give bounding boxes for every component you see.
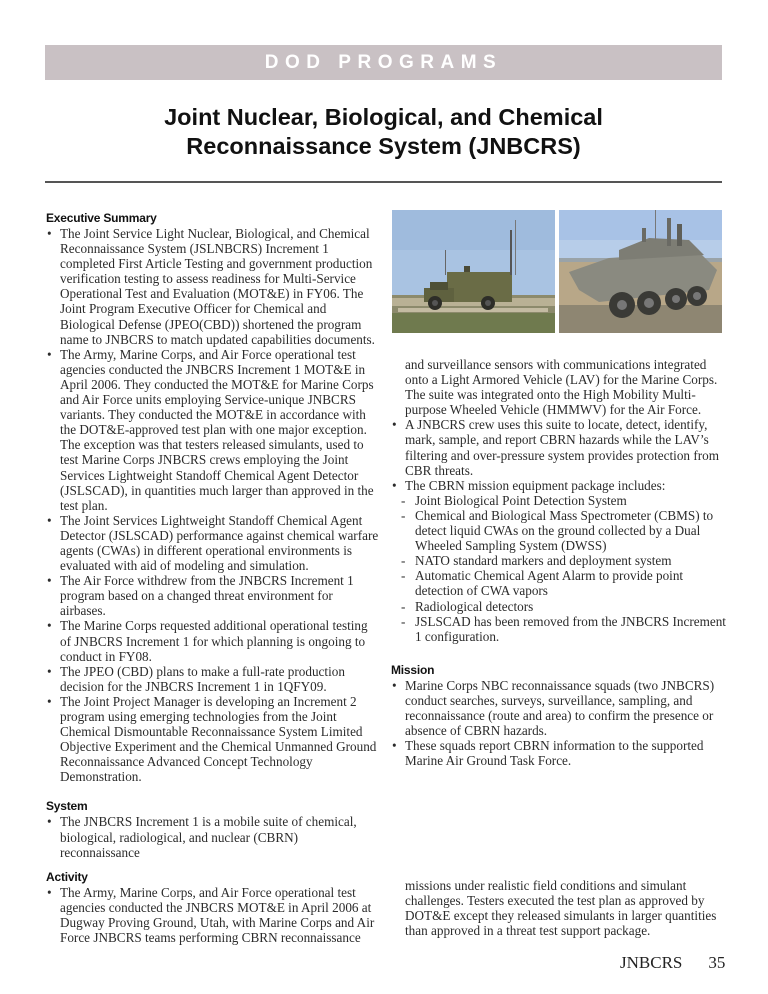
system-list-start	[46, 814, 381, 859]
footer-section-name: JNBCRS	[620, 953, 683, 972]
executive-summary-heading: Executive Summary	[46, 211, 157, 225]
system-list	[391, 417, 726, 643]
page-footer	[620, 953, 725, 973]
list-item: • The Joint Service Light Nuclear, Biological, and Chemical Reconnaissance System (JSLNBCRS) Increment 1 completed First Article Testing and government production verification testing to assess readiness for Multi-Service Operational Test and Evaluation (MOT&E) in FY06. The Joint Program Executive Officer for Chemical and Biological Defense (JPEO(CBD)) shortened the program name to JNBCRS to match updated capabilities documents.	[47, 226, 375, 347]
activity-section	[46, 870, 381, 945]
section-label: DOD PROGRAMS	[264, 51, 503, 73]
title-divider	[45, 181, 722, 183]
section-header-bar	[45, 45, 722, 80]
dash-icon: -	[401, 492, 406, 508]
bullet-icon: •	[47, 573, 52, 589]
system-bullet-1-continued: and surveillance sensors with communications integrated onto a Light Armored Vehicle (LAV) for the Marine Corps. The suite was integrated onto the High Mobility Multi-purpose Wheeled Vehicle (HMMWV) for the Air Force.	[405, 357, 718, 418]
list-item: • A JNBCRS crew uses this suite to locate, detect, identify, mark, sample, and report CBRN hazards while the LAV’s filtering and over-pressure system provides protection from CBR threats.	[392, 417, 719, 478]
dash-icon: -	[401, 507, 406, 523]
list-item: • The Marine Corps requested additional operational testing of JNBCRS Increment 1 for which planning is ongoing to conduct in FY08.	[47, 618, 368, 664]
page-number: 35	[708, 953, 726, 972]
bullet-icon: •	[392, 677, 397, 693]
list-item: - NATO standard markers and deployment system	[401, 553, 672, 569]
bullet-icon: •	[392, 477, 397, 493]
activity-bullet-1-continued: missions under realistic field conditions and simulant challenges. Testers executed the test plan as approved by DOT&E except they released simulants in larger quantities than approved in a threat test support package.	[405, 878, 717, 939]
list-item: • The JPEO (CBD) plans to make a full-rate production decision for the JNBCRS Increment 1 in 1QFY09.	[47, 663, 345, 694]
list-item: • The Joint Project Manager is developing an Increment 2 program using emerging technologies from the Joint Chemical Dismountable Reconnaissance System Limited Objective Experiment and the Chemical Unmanned Ground Reconnaissance Advanced Concept Technology Demonstration.	[47, 693, 377, 785]
dash-icon: -	[401, 598, 406, 614]
dash-icon: -	[401, 613, 406, 629]
page-title	[45, 103, 722, 161]
system-heading: System	[46, 799, 88, 814]
list-item: • These squads report CBRN information to the supported Marine Air Ground Task Force.	[392, 738, 704, 769]
bullet-icon: •	[47, 346, 52, 362]
dash-icon: -	[401, 568, 406, 584]
hmmwv-photo	[392, 210, 555, 333]
activity-continued	[391, 878, 726, 938]
mission-list	[391, 678, 726, 769]
list-item: - Joint Biological Point Detection System	[401, 492, 627, 508]
bullet-icon: •	[47, 693, 52, 709]
list-item: • The Air Force withdrew from the JNBCRS Increment 1 program based on a changed threat environment for airbases.	[47, 573, 354, 619]
bullet-icon: •	[47, 814, 52, 830]
list-item: • The Army, Marine Corps, and Air Force operational test agencies conducted the JNBCRS Increment 1 MOT&E in April 2006. They conducted the MOT&E for Marine Corps and Air Force units employing Service-unique JNBCRS variants. They conducted the MOT&E in accordance with the DOT&E-approved test plan with one major exception. The exception was that testers released simulants, used to test Marine Corps JNBCRS crews employing the Joint Services Lightweight Standoff Chemical Agent Detector (JSLSCAD), in quantities much larger than approved in the test plan.	[47, 346, 374, 513]
bullet-icon: •	[392, 417, 397, 433]
list-item: • Marine Corps NBC reconnaissance squads (two JNBCRS) conduct searches, surveys, surveillance, sampling, and reconnaissance (route and area) to confirm the presence or absence of CBRN hazards.	[392, 677, 715, 739]
right-column	[391, 357, 726, 768]
list-item: • The Army, Marine Corps, and Air Force operational test agencies conducted the JNBCRS MOT&E in April 2006 at Dugway Proving Ground, Utah, with Marine Corps and Air Force JNBCRS teams performing CBRN reconnaissance	[47, 885, 375, 946]
bullet-icon: •	[47, 885, 52, 900]
list-item: • The CBRN mission equipment package includes: - Joint Biological Point Detection System - Chemical and Biological Mass Spectrometer (CBMS) to detect liquid CWAs on the ground collected by a Dual Wheeled Sampling System (DWSS) - NATO standard markers and deployment system - Automatic Chemical Agent Alarm to provide point detection of CWA vapors - Radiological detectors - JSLSCAD has been removed from the JNBCRS Increment 1 configuration.	[392, 477, 726, 644]
bullet-icon: •	[392, 738, 397, 754]
bullet-icon: •	[47, 618, 52, 634]
list-item: • The Joint Services Lightweight Standoff Chemical Agent Detector (JSLSCAD) performance against chemical warfare agents (CWAs) in different operational environments is evaluated with aid of modeling and simulation.	[47, 512, 379, 574]
page-title-line-1: Joint Nuclear, Biological, and Chemical	[164, 104, 603, 130]
list-item: - Automatic Chemical Agent Alarm to provide point detection of CWA vapors	[401, 568, 684, 599]
left-column	[46, 211, 381, 860]
bullet-icon: •	[47, 512, 52, 528]
dash-icon: -	[401, 553, 406, 569]
mission-heading: Mission	[391, 662, 435, 677]
page-title-line-2: Reconnaissance System (JNBCRS)	[186, 133, 581, 159]
bullet-icon: •	[47, 226, 52, 241]
activity-heading: Activity	[46, 870, 88, 884]
list-item: - Radiological detectors	[401, 598, 534, 614]
list-item: - Chemical and Biological Mass Spectrometer (CBMS) to detect liquid CWAs on the ground collected by a Dual Wheeled Sampling System (DWSS)	[401, 507, 714, 554]
list-item: • The JNBCRS Increment 1 is a mobile suite of chemical, biological, radiological, and nuclear (CBRN) reconnaissance	[47, 814, 357, 860]
executive-summary-list	[46, 226, 381, 784]
equipment-list	[401, 493, 726, 644]
lav-photo	[559, 210, 722, 333]
list-item: - JSLSCAD has been removed from the JNBCRS Increment 1 configuration.	[401, 613, 726, 644]
activity-list	[46, 885, 381, 945]
bullet-icon: •	[47, 663, 52, 679]
